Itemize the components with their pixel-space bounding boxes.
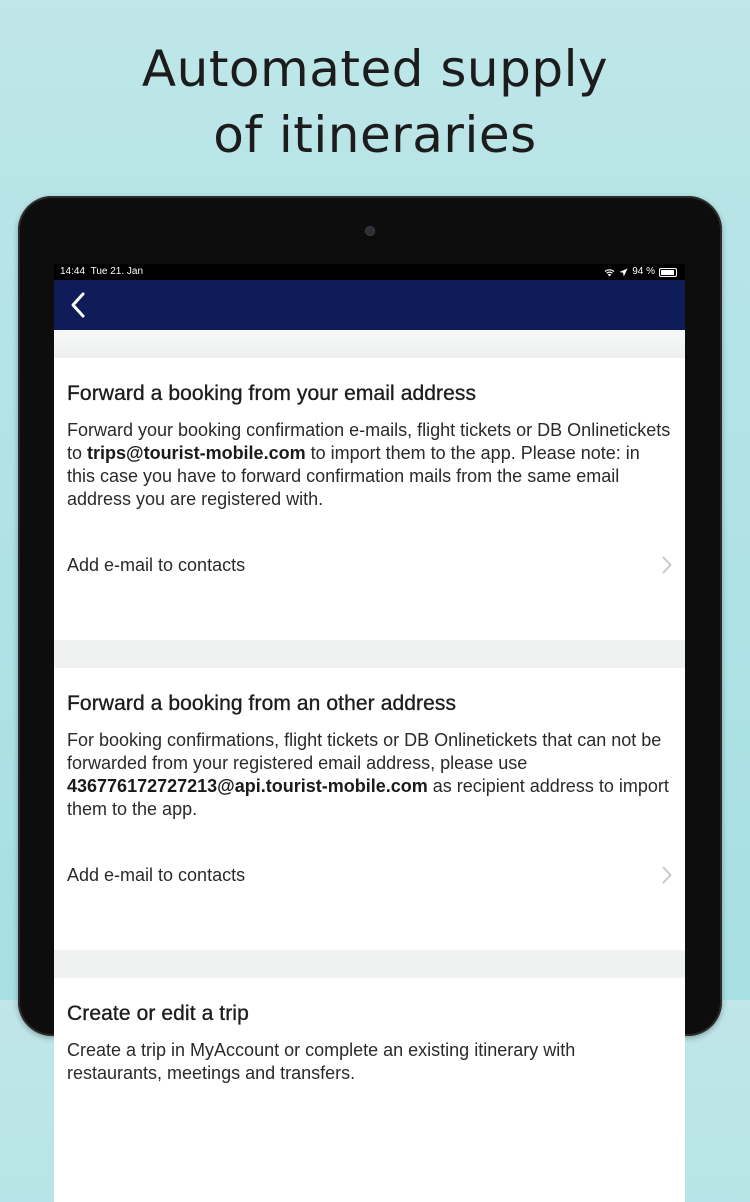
add-email-to-contacts-row[interactable] bbox=[67, 542, 672, 588]
wifi-icon bbox=[604, 268, 615, 277]
forwarding-email-address: trips@tourist-mobile.com bbox=[87, 443, 306, 463]
section-title: Forward a booking from an other address bbox=[67, 692, 457, 715]
tablet-frame bbox=[18, 196, 722, 1083]
recipient-email-address: 436776172727213@api.tourist-mobile.com bbox=[67, 776, 428, 796]
section-create-edit-trip bbox=[54, 978, 685, 1202]
section-body bbox=[67, 729, 672, 821]
body-text-continued: to import them to the app. Please note: in this case you have to forward confirmation mails from the same email address you are registered with. bbox=[67, 443, 640, 509]
add-email-label: Add e-mail to contacts bbox=[67, 864, 246, 885]
body-text: Forward your booking confirmation e-mails, flight tickets or DB Onlinetickets to bbox=[67, 420, 671, 463]
section-title: Forward a booking from your email address bbox=[67, 382, 477, 405]
headline-line-1: Automated supply bbox=[141, 40, 609, 98]
add-email-to-contacts-row[interactable] bbox=[67, 852, 672, 898]
camera-icon bbox=[365, 226, 375, 236]
chevron-right-icon bbox=[662, 866, 672, 884]
battery-icon bbox=[659, 268, 677, 277]
section-body bbox=[67, 419, 672, 511]
chevron-left-icon bbox=[70, 292, 86, 318]
headline-line-2: of itineraries bbox=[213, 106, 537, 164]
status-time: 14:44 bbox=[60, 266, 86, 277]
section-forward-own-email bbox=[54, 358, 685, 640]
battery-percent: 94 % bbox=[632, 266, 655, 277]
battery-fill bbox=[661, 270, 674, 275]
navigation-bar bbox=[54, 280, 685, 330]
app-screen bbox=[54, 264, 685, 1083]
section-body: Create a trip in MyAccount or complete an existing itinerary with restaurants, meetings and transfers. bbox=[67, 1040, 576, 1083]
body-text: For booking confirmations, flight tickets or DB Onlinetickets that can not be forwarded from your registered email address, please use bbox=[67, 730, 662, 773]
body-text-continued: as recipient address to import them to the app. bbox=[67, 776, 669, 819]
back-button[interactable] bbox=[64, 288, 92, 322]
status-bar bbox=[54, 264, 685, 280]
chevron-right-icon bbox=[662, 556, 672, 574]
section-divider bbox=[54, 640, 685, 668]
promo-headline bbox=[0, 36, 750, 168]
section-forward-other-address bbox=[54, 668, 685, 950]
add-email-label: Add e-mail to contacts bbox=[67, 554, 246, 575]
status-indicators bbox=[604, 264, 677, 280]
location-arrow-icon bbox=[619, 268, 628, 277]
section-divider bbox=[54, 950, 685, 978]
section-title: Create or edit a trip bbox=[67, 1002, 249, 1025]
status-time-date bbox=[60, 264, 143, 280]
section-divider bbox=[54, 330, 685, 358]
status-date: Tue 21. Jan bbox=[90, 266, 144, 277]
